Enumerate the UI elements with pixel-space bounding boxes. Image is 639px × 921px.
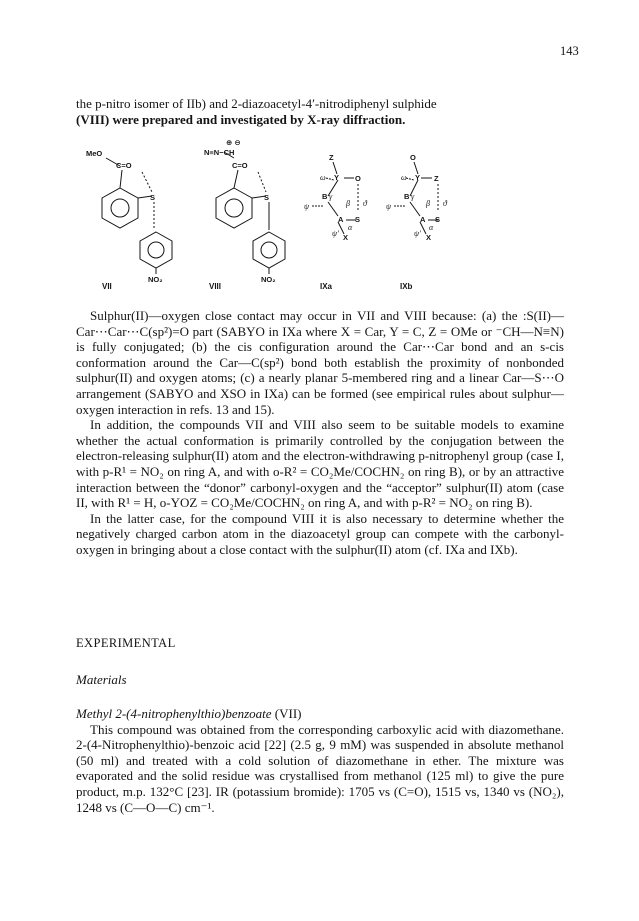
viii-benzene-ring xyxy=(216,188,252,228)
ixa-alpha-label: α xyxy=(348,223,353,232)
ixb-alpha-label: α xyxy=(429,223,434,232)
paragraph-2: In addition, the compounds VII and VIII also seem to be suitable models to examine whether the actual conformation is primarily controlled by the conjugation between the electron-releasing sulphur(II) atom and the electron-withdrawing p-nitrophenyl group (case I, with p-R¹ = NO₂ on ring A, and with o-R² = CO₂Me/COCHN₂ on ring B), or by an attractive interaction between the “donor” carbonyl-oxygen and the “acceptor” sulphur(II) atom (case II, with R¹ = H, o-YOZ = CO₂Me/COCHN₂ on ring A, and with p-R² = NO₂ on ring B). xyxy=(76,417,564,511)
ixb-omega-label: ω xyxy=(401,173,407,182)
page-number: 143 xyxy=(560,44,579,58)
viii-carbonyl-label: C=O xyxy=(232,161,248,170)
ixb-psi-label: ψ xyxy=(386,202,391,211)
ixa-psi-label: ψ xyxy=(304,202,309,211)
ixb-psi2-label: ψ′ xyxy=(414,229,421,238)
ixb-beta-label: β xyxy=(426,199,430,208)
ixb-x-label: X xyxy=(426,233,432,242)
vii-nitro-label: NO₂ xyxy=(148,275,163,284)
ixb-s-label: S xyxy=(435,215,441,224)
ixa-gamma-label: γ xyxy=(329,192,333,201)
caption-ixa: IXa xyxy=(320,282,333,291)
ixa-theta-label: ϑ xyxy=(363,199,367,208)
viii-sulphur-label: S xyxy=(264,193,270,202)
ixa-x-label: X xyxy=(343,233,349,242)
compound-section xyxy=(76,706,564,815)
paragraph-3: In the latter case, for the compound VIII it is also necessary to determine whether the negatively charged carbon atom in the diazoacetyl group can compete with the carbonyl-oxygen in bringing about a close contact with the sulphur(II) atom (cf. IXa and IXb). xyxy=(76,510,564,557)
ixb-y-label: Y xyxy=(415,173,421,182)
viii-diazo-label: N≡N−CH xyxy=(204,148,235,157)
subsection-heading: Materials xyxy=(76,672,127,687)
vii-benzene-ring xyxy=(102,188,138,228)
ixa-y-label: Y xyxy=(334,173,340,182)
viii-charges-label: ⊕ ⊖ xyxy=(226,140,241,147)
structure-vii xyxy=(102,158,172,274)
vii-nitrophenyl-ring xyxy=(140,232,172,268)
paragraph-1: Sulphur(II)—oxygen close contact may occur in VII and VIII because: (a) the :S(II)—Car⋯Car⋯C(sp²)=O part (SABYO in IXa where X = Car, Y = C, Z = OMe or ⁻CH—N≡N) is fully conjugated; (b) the cis configuration around the Car⋯Car bond and an s-cis conformation around the Car—C(sp²) bond both establish the proximity of nonbonded sulphur(II) and oxygen atoms; (c) a nearly planar 5-membered ring and a linear Car—S⋯O arrangement (SABYO and XSO in IXa) can be formed (see empirical rules about sulphur—oxygen interaction in refs. 13 and 15). xyxy=(76,308,564,417)
ixb-gamma-label: γ xyxy=(411,192,415,201)
ixb-z-label: Z xyxy=(434,174,439,183)
ixa-z-label: Z xyxy=(329,153,334,162)
ixa-omega-label: ω xyxy=(320,173,326,182)
intro-line-1: the p-nitro isomer of IIb) and 2-diazoacetyl-4′-nitrodiphenyl sulphide xyxy=(76,96,437,111)
viii-nitrophenyl-ring xyxy=(253,232,285,268)
ixa-o-label: O xyxy=(355,174,361,183)
ixa-b-label: B xyxy=(322,192,328,201)
ixa-psi2-label: ψ′ xyxy=(332,229,339,238)
caption-vii: VII xyxy=(102,282,112,291)
intro-line-2: (VIII) were prepared and investigated by X-ray diffraction. xyxy=(76,111,406,127)
structure-viii xyxy=(216,152,285,274)
paragraph-4: This compound was obtained from the corresponding carboxylic acid with diazomethane. 2-(4-Nitrophenylthio)-benzoic acid [22] (2.5 g, 9 mM) was suspended in absolute methanol (50 ml) and treated with a cold solution of diazomethane in ether. The mixture was evaporated and the solid residue was crystallised from methanol (125 ml) to give the pure product, m.p. 132°C [23]. IR (potassium bromide): 1705 vs (C=O), 1515 vs, 1340 vs (NO₂), 1248 vs (C—O—C) cm⁻¹. xyxy=(76,721,564,815)
vii-carbonyl-label: C=O xyxy=(116,161,132,170)
compound-title xyxy=(76,706,564,722)
chemical-structures-figure xyxy=(76,140,564,292)
intro-paragraph xyxy=(76,96,564,127)
ixb-b-label: B xyxy=(404,192,410,201)
caption-viii: VIII xyxy=(209,282,222,291)
ixb-theta-label: ϑ xyxy=(443,199,447,208)
ixa-a-label: A xyxy=(338,215,344,224)
viii-nitro-label: NO₂ xyxy=(261,275,276,284)
section-heading: EXPERIMENTAL xyxy=(76,636,176,650)
ixb-a-label: A xyxy=(420,215,426,224)
caption-ixb: IXb xyxy=(400,282,413,291)
structures-svg xyxy=(76,140,564,292)
ixa-beta-label: β xyxy=(346,199,350,208)
compound-name: Methyl 2-(4-nitrophenylthio)benzoate xyxy=(76,706,272,721)
body-text xyxy=(76,308,564,558)
vii-sulphur-label: S xyxy=(150,193,156,202)
vii-meo-label: MeO xyxy=(86,149,103,158)
ixb-o-label: O xyxy=(410,153,416,162)
ixa-s-label: S xyxy=(355,215,361,224)
compound-label: (VII) xyxy=(274,706,302,721)
